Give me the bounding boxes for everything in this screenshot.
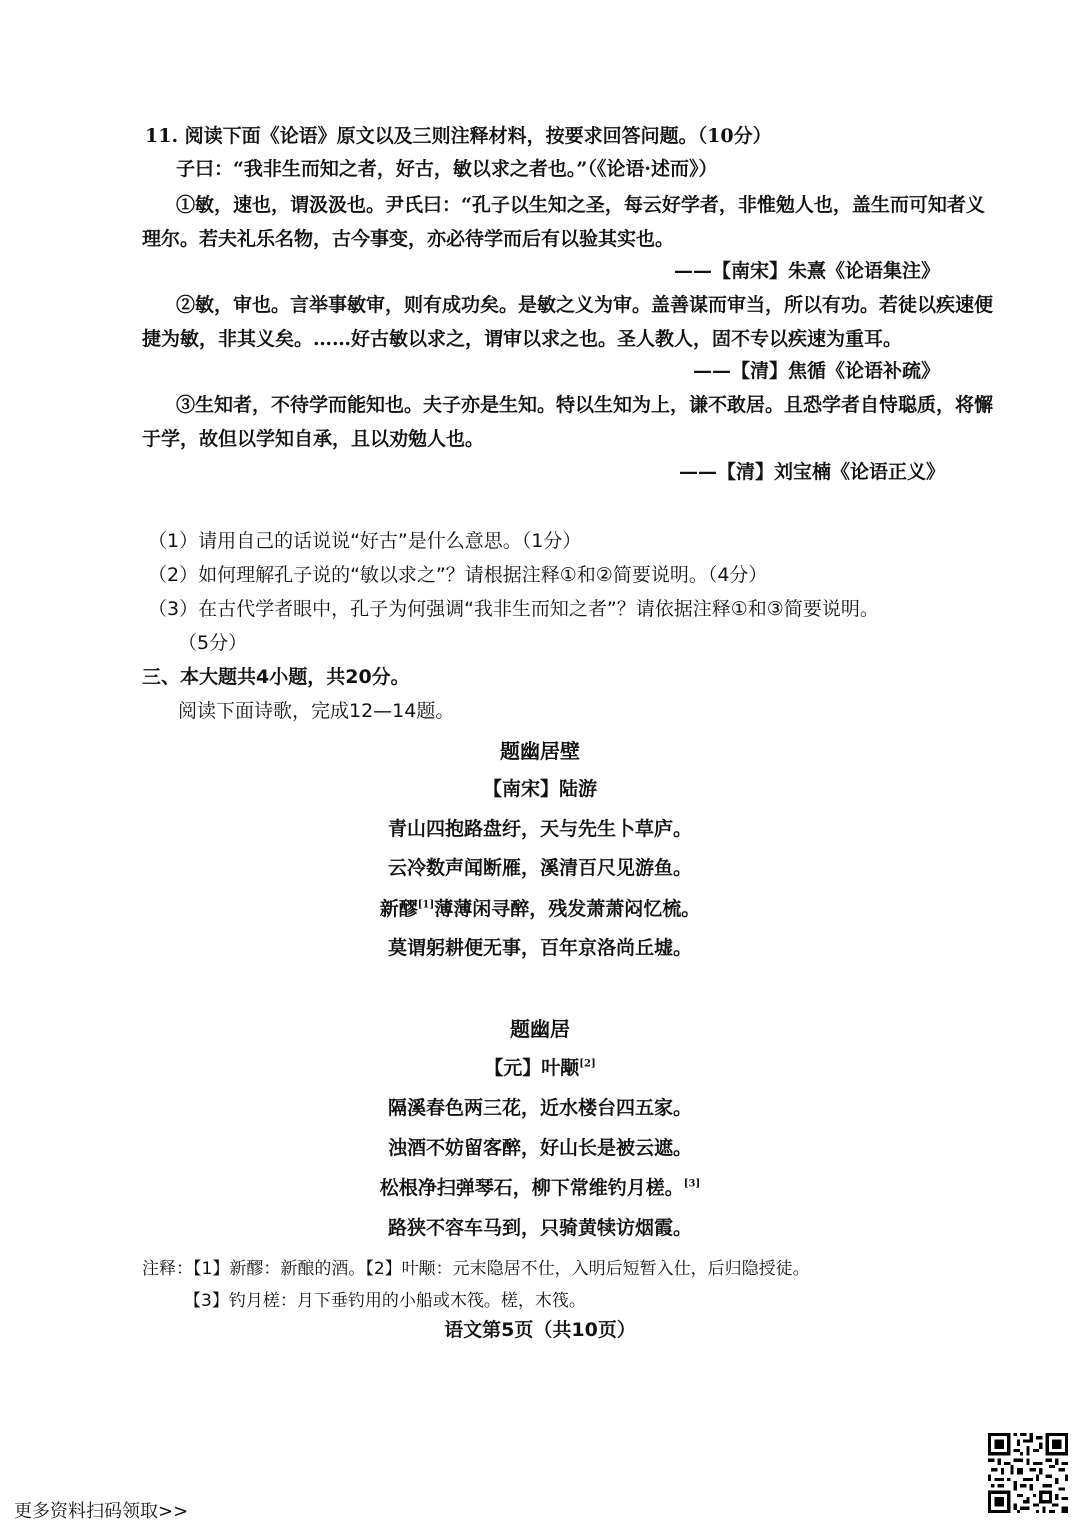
poem2-author [0, 1056, 1080, 1080]
note1-source: ——【南宋】朱熹《论语集注》 [673, 260, 940, 282]
note-marker-3: [3] [683, 1178, 701, 1190]
poem1-line3-end: 薄薄闲寻醉，残发萧萧闷忆梳。 [434, 898, 701, 920]
poem1-line: 青山四抱路盘纡，天与先生卜草庐。 [387, 818, 692, 840]
annotation-line2: 【3】钓月槎：月下垂钓用的小船或木筏。槎，木筏。 [184, 1291, 586, 1311]
page-footer: 语文第5页（共10页） [444, 1319, 636, 1341]
poem2-line: 路狭不容车马到，只骑黄犊访烟霞。 [387, 1217, 692, 1239]
promo-scan-link[interactable]: 更多资料扫码领取>> [14, 1501, 189, 1522]
poem2-author-name: 【元】叶颙 [484, 1057, 580, 1079]
section3-heading: 三、本大题共4小题，共20分。 [142, 666, 410, 688]
note-marker-1: [1] [417, 899, 435, 911]
q11-sub3-line1: （3）在古代学者眼中，孔子为何强调“我非生而知之者”？请依据注释①和③简要说明。 [148, 598, 879, 620]
annotation-line1: 注释：【1】新醪：新酿的酒。【2】叶颙：元末隐居不仕，入明后短暂入仕，后归隐授徒。 [142, 1259, 810, 1279]
note2-line2: 捷为敏，非其义矣。……好古敏以求之，谓审以求之也。圣人教人，固不专以疾速为重耳。 [142, 328, 903, 350]
q11-sub1: （1）请用自己的话说说“好古”是什么意思。（1分） [148, 530, 582, 552]
poem1-title: 题幽居壁 [500, 739, 580, 763]
note2-line1: ②敏，审也。言举事敏审，则有成功矣。是敏之义为审。盖善谋而审当，所以有功。若徒以疾速便 [176, 294, 994, 316]
note2-source: ——【清】焦循《论语补疏》 [692, 360, 940, 382]
note3-source: ——【清】刘宝楠《论语正义》 [678, 461, 945, 483]
poem2-line-with-note [0, 1176, 1080, 1200]
q11-heading: 11. 阅读下面《论语》原文以及三则注释材料，按要求回答问题。（10分） [145, 125, 772, 147]
note-marker-2: [2] [579, 1058, 596, 1070]
poem2-line3-text: 松根净扫弹琴石，柳下常维钓月槎。 [379, 1177, 684, 1199]
poem2-line: 隔溪春色两三花，近水楼台四五家。 [387, 1097, 692, 1119]
poem1-line: 莫谓躬耕便无事，百年京洛尚丘墟。 [387, 937, 692, 959]
note1-line1: ①敏，速也，谓汲汲也。尹氏曰：“孔子以生知之圣，每云好学者，非惟勉人也，盖生而可知者义 [176, 194, 985, 216]
note1-line2: 理尔。若夫礼乐名物，古今事变，亦必待学而后有以验其实也。 [142, 228, 675, 250]
poem1-line: 云冷数声闻断雁，溪清百尺见游鱼。 [387, 857, 692, 879]
poem1-line-with-note [0, 897, 1080, 921]
qr-code-icon[interactable] [988, 1433, 1068, 1513]
poem2-line: 浊酒不妨留客醉，好山长是被云遮。 [387, 1137, 692, 1159]
q11-sub3-line2: （5分） [178, 632, 248, 654]
note3-line2: 于学，故但以学知自承，且以劝勉人也。 [142, 428, 485, 450]
poem1-author: 【南宋】陆游 [482, 778, 597, 800]
q11-original-text: 子曰：“我非生而知之者，好古，敏以求之者也。”（《论语·述而》） [176, 158, 718, 180]
q11-sub2: （2）如何理解孔子说的“敏以求之”？请根据注释①和②简要说明。（4分） [148, 564, 768, 586]
poem1-line3-start: 新醪 [379, 898, 418, 920]
poem2-title: 题幽居 [510, 1017, 570, 1041]
section3-instruction: 阅读下面诗歌，完成12—14题。 [178, 700, 455, 722]
note3-line1: ③生知者，不待学而能知也。夫子亦是生知。特以生知为上，谦不敢居。且恐学者自恃聪质，将懈 [176, 394, 994, 416]
